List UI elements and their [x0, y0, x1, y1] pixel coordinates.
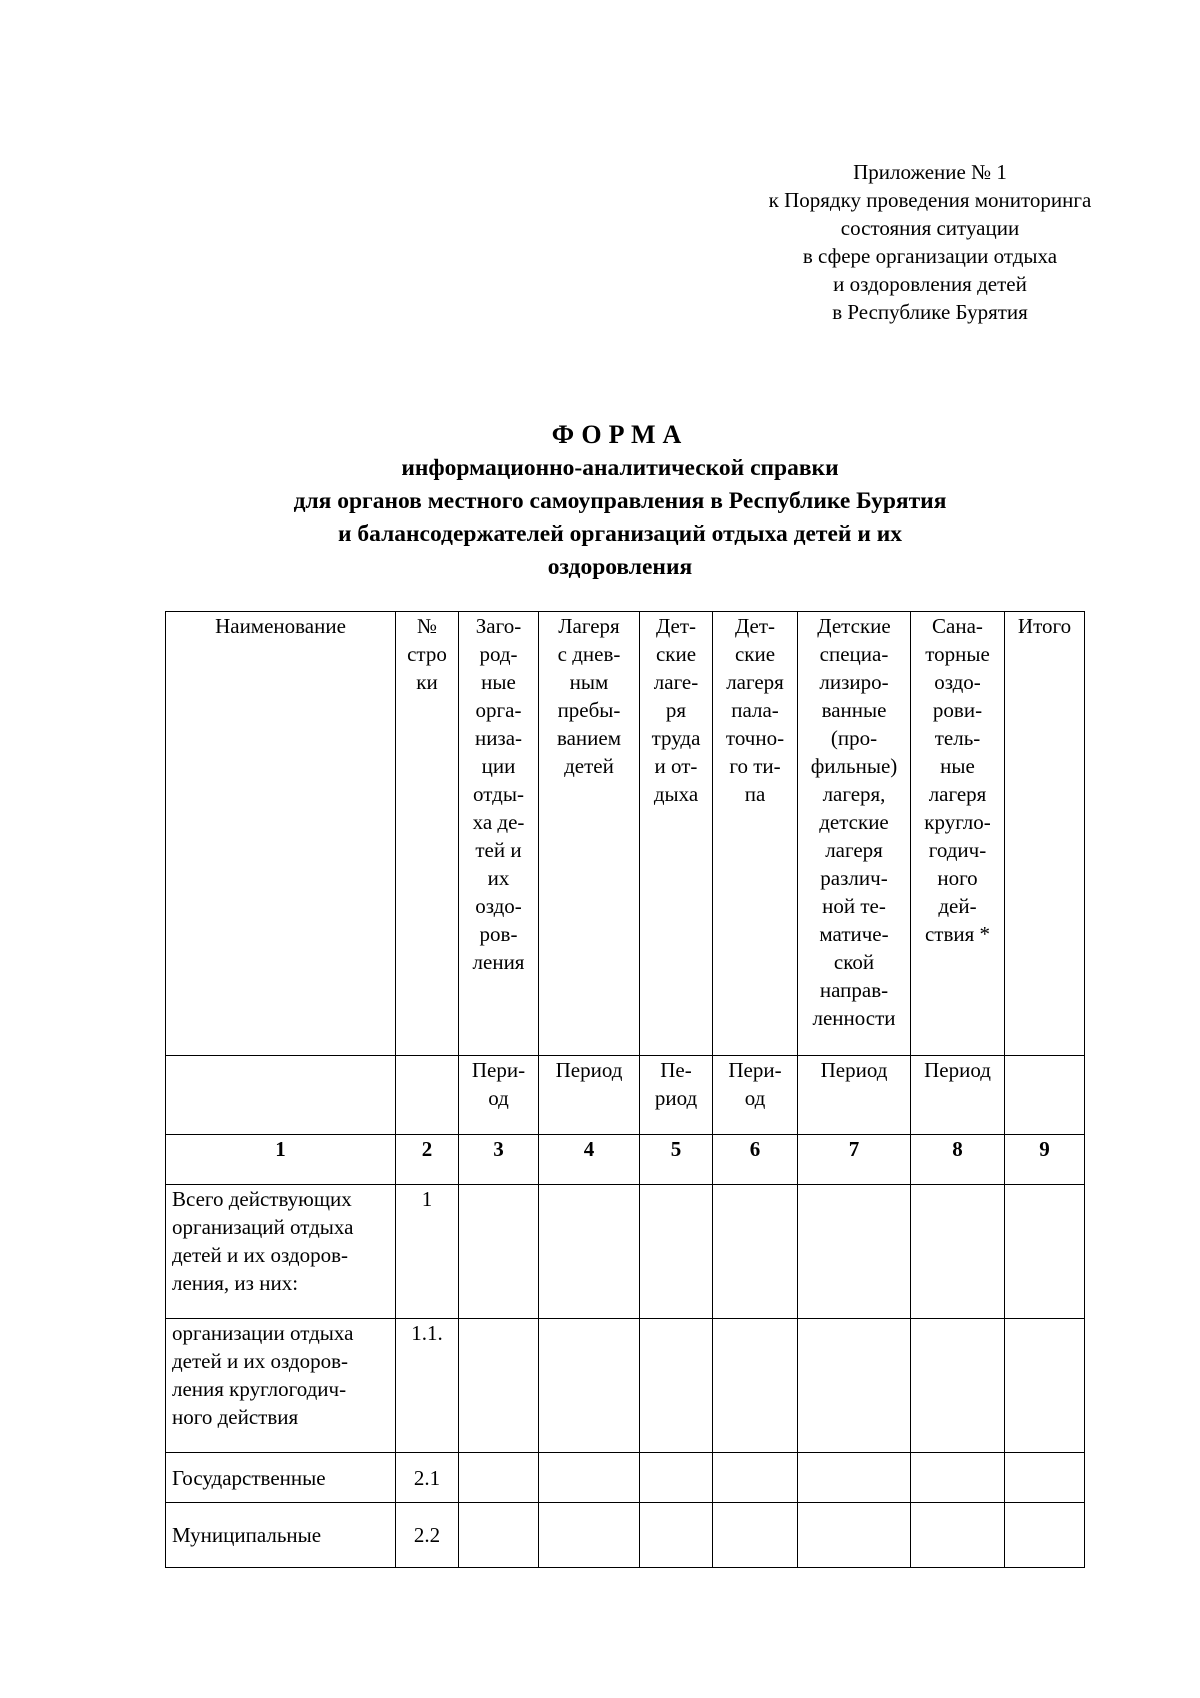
- cell-line: труда: [651, 726, 701, 750]
- period-cell-col-8: [911, 1056, 1005, 1135]
- cell-line: ления круглогодич-: [172, 1377, 347, 1401]
- cell-line: направ-: [819, 978, 889, 1002]
- header-row: [166, 612, 1085, 1056]
- cell-line: лаге-: [653, 670, 699, 694]
- cell-line: Пери-: [728, 1058, 782, 1082]
- value-cell[interactable]: [640, 1453, 713, 1503]
- table-row: [166, 1503, 1085, 1568]
- title-line: информационно-аналитической справки: [401, 455, 839, 481]
- cell-line: Дет-: [655, 614, 697, 638]
- cell-line: Итого: [1017, 614, 1072, 638]
- cell-line: го ти-: [729, 754, 781, 778]
- cell-line: ванием: [556, 726, 622, 750]
- header-cell-col-8: [911, 612, 1005, 1056]
- cell-line: специа-: [819, 642, 889, 666]
- column-number-cell: 4: [539, 1135, 640, 1185]
- value-cell[interactable]: [911, 1453, 1005, 1503]
- value-cell[interactable]: [911, 1185, 1005, 1319]
- cell-line: од: [744, 1086, 766, 1110]
- column-number-cell: 3: [459, 1135, 539, 1185]
- header-cell-col-7: [798, 612, 911, 1056]
- cell-line: ной те-: [822, 894, 886, 918]
- cell-line: кругло-: [924, 810, 991, 834]
- row-number-cell: 1: [396, 1185, 459, 1319]
- row-name-cell: [166, 1185, 396, 1319]
- cell-line: лагеря: [825, 838, 883, 862]
- cell-line: ления: [472, 950, 525, 974]
- appendix-line: в Республике Бурятия: [832, 300, 1028, 324]
- value-cell[interactable]: [539, 1319, 640, 1453]
- table-row: [166, 1319, 1085, 1453]
- title-line: для органов местного самоуправления в Республике Бурятия: [293, 488, 947, 514]
- period-cell-col-7: [798, 1056, 911, 1135]
- column-number-cell: 9: [1005, 1135, 1085, 1185]
- cell-line: с днев-: [557, 642, 621, 666]
- value-cell[interactable]: [1005, 1453, 1085, 1503]
- cell-line: организации отдыха: [172, 1321, 354, 1345]
- cell-line: Заго-: [475, 614, 522, 638]
- cell-line: ленности: [812, 1006, 896, 1030]
- cell-line: ции: [481, 754, 516, 778]
- row-number-cell: 1.1.: [396, 1319, 459, 1453]
- header-cell-col-3: [459, 612, 539, 1056]
- cell-line: и от-: [654, 754, 698, 778]
- value-cell[interactable]: [459, 1503, 539, 1568]
- column-number-cell: 8: [911, 1135, 1005, 1185]
- column-number-cell: 5: [640, 1135, 713, 1185]
- cell-line: детей и их оздоров-: [172, 1243, 348, 1267]
- cell-line: ные: [481, 670, 516, 694]
- value-cell[interactable]: [1005, 1319, 1085, 1453]
- header-cell-col-9: [1005, 612, 1085, 1056]
- value-cell[interactable]: [1005, 1503, 1085, 1568]
- cell-line: лагеря: [928, 782, 987, 806]
- table-row: [166, 1185, 1085, 1319]
- value-cell[interactable]: [911, 1503, 1005, 1568]
- table-row: [166, 1453, 1085, 1503]
- cell-line: па: [744, 782, 766, 806]
- period-row: [166, 1056, 1085, 1135]
- period-cell-col-3: [459, 1056, 539, 1135]
- cell-line: (про-: [830, 726, 878, 750]
- value-cell[interactable]: [798, 1503, 911, 1568]
- header-cell-col-5: [640, 612, 713, 1056]
- form-word: ФОРМА: [551, 420, 689, 449]
- cell-line: низа-: [474, 726, 523, 750]
- cell-line: дей-: [938, 894, 977, 918]
- cell-line: Государственные: [172, 1465, 326, 1490]
- cell-line: их: [487, 866, 510, 890]
- cell-line: Всего действующих: [172, 1187, 352, 1211]
- appendix-line: и оздоровления детей: [833, 272, 1027, 296]
- cell-line: пребы-: [557, 698, 621, 722]
- value-cell[interactable]: [911, 1319, 1005, 1453]
- appendix-note: [730, 158, 1130, 326]
- period-cell-col-4: [539, 1056, 640, 1135]
- cell-line: орга-: [475, 698, 522, 722]
- cell-line: детские: [819, 810, 889, 834]
- cell-line: ванные: [821, 698, 887, 722]
- value-cell[interactable]: [640, 1503, 713, 1568]
- cell-line: матиче-: [819, 922, 889, 946]
- cell-line: детей: [564, 754, 614, 778]
- value-cell[interactable]: [539, 1185, 640, 1319]
- cell-line: Период: [555, 1058, 623, 1082]
- cell-line: точно-: [725, 726, 785, 750]
- value-cell[interactable]: [798, 1453, 911, 1503]
- cell-line: лагеря: [726, 670, 784, 694]
- period-cell-col-5: [640, 1056, 713, 1135]
- cell-line: ха де-: [472, 810, 525, 834]
- cell-line: ления, из них:: [172, 1271, 299, 1295]
- cell-line: тей и: [475, 838, 522, 862]
- cell-line: ров-: [479, 922, 518, 946]
- appendix-line: в сфере организации отдыха: [802, 244, 1058, 268]
- cell-line: ской: [833, 950, 875, 974]
- header-cell-col-2: [396, 612, 459, 1056]
- column-number-cell: 2: [396, 1135, 459, 1185]
- column-number-cell: 7: [798, 1135, 911, 1185]
- cell-line: отды-: [473, 782, 524, 806]
- value-cell[interactable]: [640, 1319, 713, 1453]
- value-cell[interactable]: [713, 1319, 798, 1453]
- header-cell-col-4: [539, 612, 640, 1056]
- cell-line: детей и их оздоров-: [172, 1349, 348, 1373]
- cell-line: №: [416, 614, 438, 638]
- cell-line: Лагеря: [558, 614, 620, 638]
- cell-line: Сана-: [932, 614, 983, 638]
- cell-line: фильные): [810, 754, 898, 778]
- value-cell[interactable]: [640, 1185, 713, 1319]
- appendix-line: состояния ситуации: [840, 216, 1020, 240]
- form-title: [150, 418, 1090, 584]
- cell-line: од: [488, 1086, 509, 1110]
- row-name-cell: [166, 1319, 396, 1453]
- period-cell-col-9: [1005, 1056, 1085, 1135]
- column-number-cell: 1: [166, 1135, 396, 1185]
- report-form-table: [165, 611, 1085, 1568]
- period-cell-col-2: [396, 1056, 459, 1135]
- cell-line: Период: [924, 1058, 991, 1082]
- cell-line: Детские: [817, 614, 891, 638]
- cell-line: ские: [655, 642, 697, 666]
- cell-line: риод: [654, 1086, 698, 1110]
- value-cell[interactable]: [798, 1319, 911, 1453]
- cell-line: дыха: [653, 782, 699, 806]
- cell-line: ские: [734, 642, 776, 666]
- cell-line: Пери-: [471, 1058, 526, 1082]
- header-cell-col-1: [166, 612, 396, 1056]
- row-name-cell: [166, 1503, 396, 1568]
- cell-line: тель-: [934, 726, 981, 750]
- value-cell[interactable]: [713, 1453, 798, 1503]
- cell-line: торные: [925, 642, 990, 666]
- header-cell-col-6: [713, 612, 798, 1056]
- cell-line: ным: [569, 670, 609, 694]
- cell-line: Период: [820, 1058, 888, 1082]
- row-number-cell: 2.1: [396, 1453, 459, 1503]
- cell-line: ки: [416, 670, 438, 694]
- row-name-cell: [166, 1453, 396, 1503]
- value-cell[interactable]: [539, 1503, 640, 1568]
- cell-line: организаций отдыха: [172, 1215, 354, 1239]
- value-cell[interactable]: [459, 1319, 539, 1453]
- value-cell[interactable]: [713, 1503, 798, 1568]
- value-cell[interactable]: [798, 1185, 911, 1319]
- column-number-cell: 6: [713, 1135, 798, 1185]
- cell-line: ря: [665, 698, 687, 722]
- cell-line: Дет-: [734, 614, 776, 638]
- value-cell[interactable]: [459, 1185, 539, 1319]
- value-cell[interactable]: [539, 1453, 640, 1503]
- period-cell-col-1: [166, 1056, 396, 1135]
- cell-line: ного действия: [172, 1405, 299, 1429]
- cell-line: лагеря,: [822, 782, 886, 806]
- value-cell[interactable]: [713, 1185, 798, 1319]
- cell-line: ного: [937, 866, 978, 890]
- value-cell[interactable]: [459, 1453, 539, 1503]
- period-cell-col-6: [713, 1056, 798, 1135]
- cell-line: лизиро-: [819, 670, 889, 694]
- cell-line: ные: [940, 754, 975, 778]
- title-line: оздоровления: [547, 554, 693, 580]
- cell-line: оздо-: [475, 894, 522, 918]
- appendix-line: Приложение № 1: [853, 160, 1007, 184]
- appendix-line: к Порядку проведения мониторинга: [768, 188, 1092, 212]
- value-cell[interactable]: [1005, 1185, 1085, 1319]
- cell-line: Муниципальные: [172, 1523, 322, 1547]
- column-numbers-row: [166, 1135, 1085, 1185]
- title-line: и балансодержателей организаций отдыха детей и их: [337, 521, 903, 547]
- cell-line: Пе-: [660, 1058, 692, 1082]
- cell-line: рови-: [932, 698, 983, 722]
- cell-line: оздо-: [934, 670, 981, 694]
- cell-line: различ-: [820, 866, 888, 890]
- cell-line: годич-: [928, 838, 987, 862]
- cell-line: Наименование: [215, 614, 346, 638]
- cell-line: пала-: [731, 698, 779, 722]
- row-number-cell: 2.2: [396, 1503, 459, 1568]
- cell-line: род-: [479, 642, 518, 666]
- cell-line: ствия *: [924, 922, 991, 946]
- cell-line: стро: [407, 642, 447, 666]
